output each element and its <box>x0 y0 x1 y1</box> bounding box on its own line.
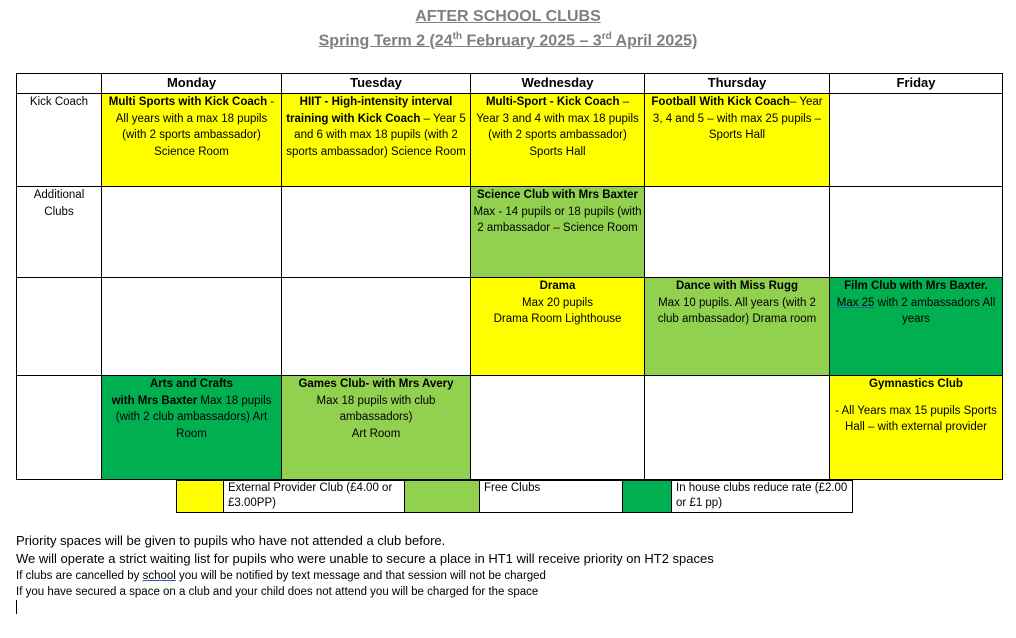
cell-empty <box>102 187 282 278</box>
header-friday: Friday <box>830 74 1003 94</box>
cell-empty <box>830 187 1003 278</box>
cell-football: Football With Kick Coach– Year 3, 4 and 5 – with max 25 pupils – Sports Hall <box>645 94 830 187</box>
cell-empty <box>645 376 830 480</box>
note-cancellation: If clubs are cancelled by school you will be notified by text message and that session will not be charged <box>16 570 546 582</box>
header-tuesday: Tuesday <box>282 74 471 94</box>
cell-multi-sport-wed: Multi-Sport - Kick Coach – Year 3 and 4 with max 18 pupils (with 2 sports ambassador) Sports Hall <box>471 94 645 187</box>
text-cursor <box>16 600 17 614</box>
row-label-empty <box>17 278 102 376</box>
cell-arts-and-crafts: Arts and Crafts with Mrs Baxter Max 18 pupils (with 2 club ambassadors) Art Room <box>102 376 282 480</box>
page-subtitle: Spring Term 2 (24th February 2025 – 3rd April 2025) <box>318 31 698 50</box>
legend-label-free: Free Clubs <box>480 481 623 513</box>
clubs-timetable <box>16 73 1003 480</box>
cell-drama: Drama Max 20 pupils Drama Room Lighthouse <box>471 278 645 376</box>
header-corner <box>17 74 102 94</box>
header-monday: Monday <box>102 74 282 94</box>
row-label-kick-coach: Kick Coach <box>17 94 102 187</box>
cell-games-club: Games Club- with Mrs Avery Max 18 pupils with club ambassadors) Art Room <box>282 376 471 480</box>
notes <box>16 532 1006 600</box>
row-label-empty <box>17 376 102 480</box>
legend-label-inhouse: In house clubs reduce rate (£2.00 or £1 pp) <box>672 481 853 513</box>
cell-empty <box>282 278 471 376</box>
cell-empty <box>102 278 282 376</box>
note-waiting-list: We will operate a strict waiting list for pupils who were unable to secure a place in HT1 will receive priority on HT2 spaces <box>16 551 714 566</box>
header-wednesday: Wednesday <box>471 74 645 94</box>
cell-film-club: Film Club with Mrs Baxter. Max 25 with 2 ambassadors All years <box>830 278 1003 376</box>
legend-swatch-free <box>405 481 480 513</box>
colour-legend <box>176 480 853 513</box>
note-charge: If you have secured a space on a club and your child does not attend you will be charged for the space <box>16 586 539 598</box>
cell-multi-sports: Multi Sports with Kick Coach - All years with a max 18 pupils (with 2 sports ambassador) Science Room <box>102 94 282 187</box>
legend-swatch-inhouse <box>623 481 672 513</box>
note-priority: Priority spaces will be given to pupils who have not attended a club before. <box>16 533 446 548</box>
cell-empty <box>645 187 830 278</box>
cell-science-club: Science Club with Mrs Baxter Max - 14 pupils or 18 pupils (with 2 ambassador – Science Room <box>471 187 645 278</box>
cell-gymnastics: Gymnastics Club - All Years max 15 pupils Sports Hall – with external provider <box>830 376 1003 480</box>
page-title: AFTER SCHOOL CLUBS <box>415 8 601 25</box>
cell-empty <box>282 187 471 278</box>
header-thursday: Thursday <box>645 74 830 94</box>
cell-dance: Dance with Miss Rugg Max 10 pupils. All years (with 2 club ambassador) Drama room <box>645 278 830 376</box>
cell-empty <box>830 94 1003 187</box>
legend-swatch-external <box>177 481 224 513</box>
row-label-additional-clubs: Additional Clubs <box>17 187 102 278</box>
cell-hiit: HIIT - High-intensity interval training with Kick Coach – Year 5 and 6 with max 18 pupils (with 2 sports ambassador) Science Room <box>282 94 471 187</box>
cell-empty <box>471 376 645 480</box>
legend-label-external: External Provider Club (£4.00 or £3.00PP) <box>224 481 405 513</box>
